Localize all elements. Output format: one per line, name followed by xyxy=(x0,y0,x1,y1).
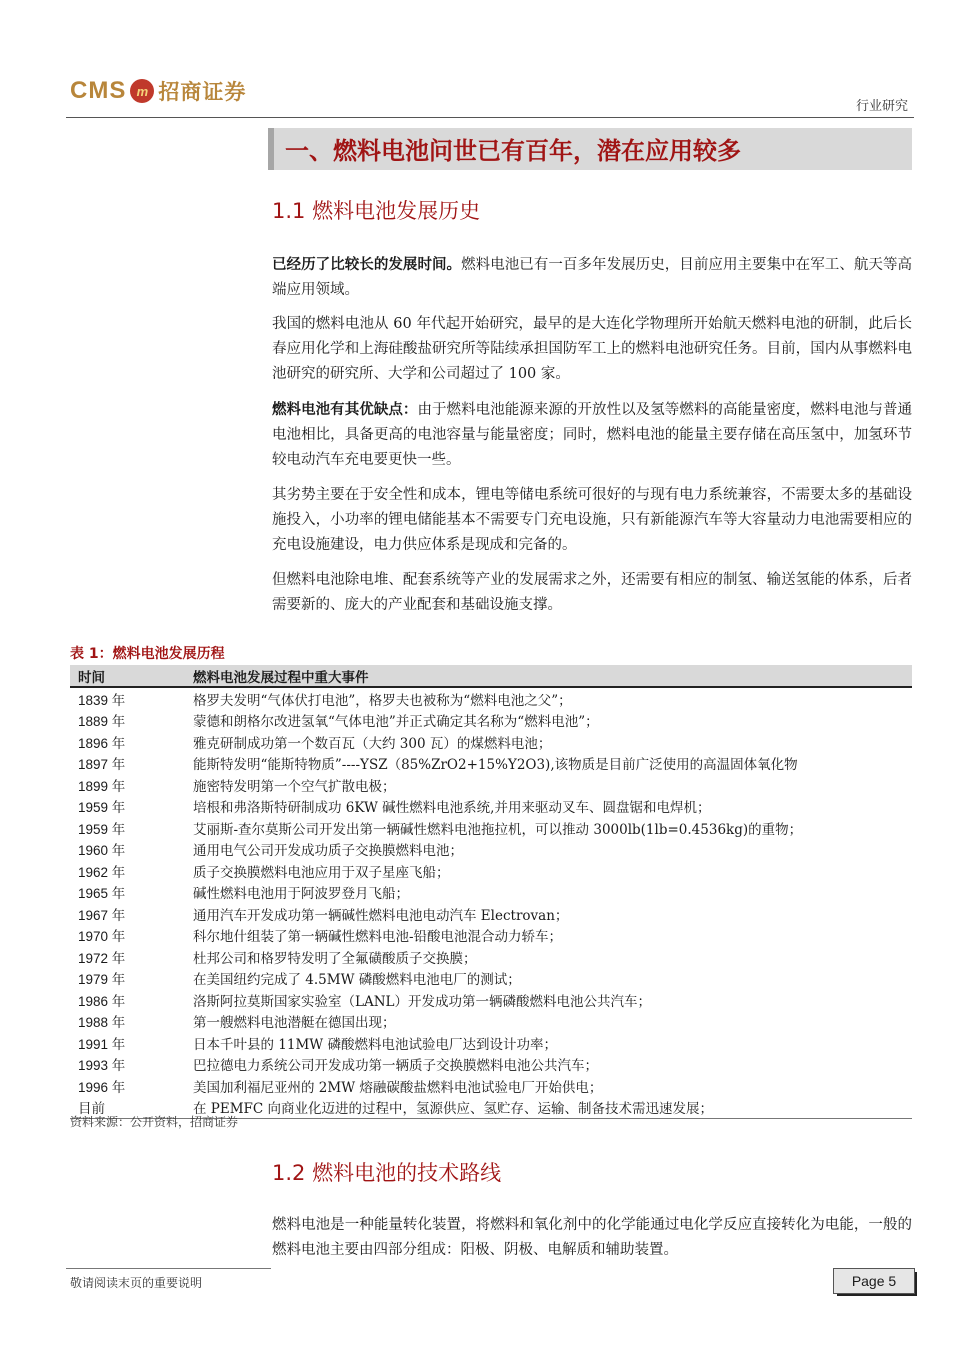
table-row xyxy=(70,796,912,818)
row-event: 科尔地什组装了第一辆碱性燃料电池-铅酸电池混合动力轿车； xyxy=(193,929,563,946)
footer-note: 敬请阅读末页的重要说明 xyxy=(70,1276,203,1290)
row-year: 1965 年 xyxy=(78,886,126,902)
table-row xyxy=(70,903,912,925)
row-event: 格罗夫发明“气体伏打电池”，格罗夫也被称为“燃料电池之父”； xyxy=(193,692,572,709)
page-number xyxy=(833,1268,915,1294)
paragraph-4 xyxy=(272,483,912,558)
table-row xyxy=(70,989,912,1011)
table-row xyxy=(70,839,912,861)
table-row xyxy=(70,1011,912,1033)
row-event: 在 PEMFC 向商业化迈进的过程中，氢源供应、氢贮存、运输、制备技术需迅速发展； xyxy=(193,1097,912,1119)
paragraph-3 xyxy=(272,397,912,473)
table-header-row xyxy=(70,665,912,687)
report-category: 行业研究 xyxy=(855,99,908,114)
row-event: 日本千叶县的 11MW 磷酸燃料电池试验电厂达到设计功率； xyxy=(193,1036,557,1053)
paragraph-5-text: 但燃料电池除电堆、配套系统等产业的发展需求之外，还需要有相应的制氢、输送氢能的体系，后者需要新的、庞大的产业配套和基础设施支撑。 xyxy=(272,572,912,613)
row-year: 1972 年 xyxy=(78,950,126,966)
row-event: 施密特发明第一个空气扩散电极； xyxy=(193,778,396,795)
row-year: 1970 年 xyxy=(78,929,126,945)
section-title-bar-edge xyxy=(268,128,274,170)
row-event: 第一艘燃料电池潜艇在德国出现； xyxy=(193,1015,396,1032)
row-event: 碱性燃料电池用于阿波罗登月飞船； xyxy=(193,886,409,903)
table-header-event: 燃料电池发展过程中重大事件 xyxy=(193,665,912,687)
row-event: 艾丽斯-查尔莫斯公司开发出第一辆碱性燃料电池拖拉机，可以推动 3000lb(1lb=0.4536kg)的重物； xyxy=(193,821,803,838)
row-event: 质子交换膜燃料电池应用于双子星座飞船； xyxy=(193,864,450,881)
header-divider xyxy=(66,117,914,118)
paragraph-6-text: 燃料电池是一种能量转化装置，将燃料和氧化剂中的化学能通过电化学反应直接转化为电能，一般的燃料电池主要由四部分组成：阳极、阴极、电解质和辅助装置。 xyxy=(272,1217,912,1258)
row-year: 1839 年 xyxy=(78,692,126,708)
row-year: 1996 年 xyxy=(78,1079,126,1095)
paragraph-5 xyxy=(272,568,912,618)
subsection-title-tech: 1.2 燃料电池的技术路线 xyxy=(272,1161,502,1185)
row-year: 1991 年 xyxy=(78,1036,126,1052)
row-event: 通用电气公司开发成功质子交换膜燃料电池； xyxy=(193,843,463,860)
table-row xyxy=(70,774,912,796)
row-year: 1889 年 xyxy=(78,714,126,730)
company-logo xyxy=(70,76,246,106)
table-row xyxy=(70,1075,912,1097)
history-table xyxy=(70,665,912,1119)
paragraph-1-text: 燃料电池已有一百多年发展历史，目前应用主要集中在军工、航天等高端应用领域。 xyxy=(272,257,913,298)
paragraph-6 xyxy=(272,1213,912,1263)
row-event: 雅克研制成功第一个数百瓦（大约 300 瓦）的煤燃料电池； xyxy=(193,735,552,752)
table-row xyxy=(70,968,912,990)
table-row xyxy=(70,710,912,732)
paragraph-1-lead: 已经历了比较长的发展时间。 xyxy=(272,256,462,273)
paragraph-2-text: 我国的燃料电池从 60 年代起开始研究，最早的是大连化学物理所开始航天燃料电池的研制，此后长春应用化学和上海硅酸盐研究所等陆续承担国防军工上的燃料电池研究任务。目前，国内从事燃料电池研究的研究所、大学和公司超过了 100 家。 xyxy=(272,316,912,382)
row-year: 1959 年 xyxy=(78,800,126,816)
row-event: 蒙德和朗格尔改进氢氧“气体电池”并正式确定其名称为“燃料电池”； xyxy=(193,714,599,731)
logo-mark-icon xyxy=(130,79,154,103)
row-year: 1988 年 xyxy=(78,1015,126,1031)
paragraph-3-text: 由于燃料电池能源来源的开放性以及氢等燃料的高能量密度，燃料电池与普通电池相比，具备更高的电池容量与能量密度；同时，燃料电池的能量主要存储在高压氢中，加氢环节较电动汽车充电要更快一些。 xyxy=(272,402,913,468)
row-year: 1897 年 xyxy=(78,757,126,773)
row-year: 1959 年 xyxy=(78,821,126,837)
paragraph-2 xyxy=(272,312,912,387)
subsection-title-history: 1.1 燃料电池发展历史 xyxy=(272,199,481,223)
table-row xyxy=(70,687,912,710)
table-header-time: 时间 xyxy=(70,665,193,687)
row-event: 通用汽车开发成功第一辆碱性燃料电池电动汽车 Electrovan； xyxy=(193,907,569,924)
row-year: 1962 年 xyxy=(78,864,126,880)
row-year: 1899 年 xyxy=(78,778,126,794)
row-year: 1896 年 xyxy=(78,735,126,751)
row-event: 能斯特发明“能斯特物质”----YSZ（85%ZrO2+15%Y2O3),该物质是目前广泛使用的高温固体氧化物 xyxy=(193,757,798,774)
table-row xyxy=(70,753,912,775)
paragraph-4-text: 其劣势主要在于安全性和成本，锂电等储电系统可很好的与现有电力系统兼容，不需要太多的基础设施投入，小功率的锂电储能基本不需要专门充电设施，只有新能源汽车等大容量动力电池需要相应的充电设施建设，电力供应体系是现成和完备的。 xyxy=(272,487,912,553)
row-year: 1993 年 xyxy=(78,1058,126,1074)
row-year: 目前 xyxy=(70,1097,193,1119)
table-row xyxy=(70,1032,912,1054)
row-event: 培根和弗洛斯特研制成功 6KW 碱性燃料电池系统,并用来驱动叉车、圆盘锯和电焊机； xyxy=(193,800,711,817)
paragraph-3-lead: 燃料电池有其优缺点： xyxy=(272,401,418,418)
table-source: 资料来源：公开资料，招商证券 xyxy=(70,1115,239,1129)
table-row xyxy=(70,817,912,839)
table-row xyxy=(70,731,912,753)
row-year: 1986 年 xyxy=(78,993,126,1009)
row-event: 美国加利福尼亚州的 2MW 熔融碳酸盐燃料电池试验电厂开始供电； xyxy=(193,1079,603,1096)
row-year: 1967 年 xyxy=(78,907,126,923)
footer-divider xyxy=(66,1268,271,1269)
table-row xyxy=(70,882,912,904)
row-event: 在美国纽约完成了 4.5MW 磷酸燃料电池电厂的测试； xyxy=(193,972,521,989)
table-row xyxy=(70,946,912,968)
row-year: 1960 年 xyxy=(78,843,126,859)
page-number-text: Page 5 xyxy=(851,1273,897,1289)
row-event: 巴拉德电力系统公司开发成功第一辆质子交换膜燃料电池公共汽车； xyxy=(193,1058,598,1075)
section-title: 一、燃料电池问世已有百年，潜在应用较多 xyxy=(285,137,741,165)
table-row xyxy=(70,1054,912,1076)
table-row xyxy=(70,925,912,947)
table-caption: 表 1：燃料电池发展历程 xyxy=(70,646,225,662)
paragraph-1 xyxy=(272,252,912,303)
row-year: 1979 年 xyxy=(78,972,126,988)
table-row xyxy=(70,860,912,882)
row-event: 杜邦公司和格罗特发明了全氟磺酸质子交换膜； xyxy=(193,950,477,967)
logo-text-cn: 招商证券 xyxy=(158,80,247,104)
row-event: 洛斯阿拉莫斯国家实验室（LANL）开发成功第一辆磷酸燃料电池公共汽车； xyxy=(193,993,651,1010)
logo-mark-letter: m xyxy=(136,83,149,99)
logo-text-en: CMS xyxy=(70,77,127,104)
